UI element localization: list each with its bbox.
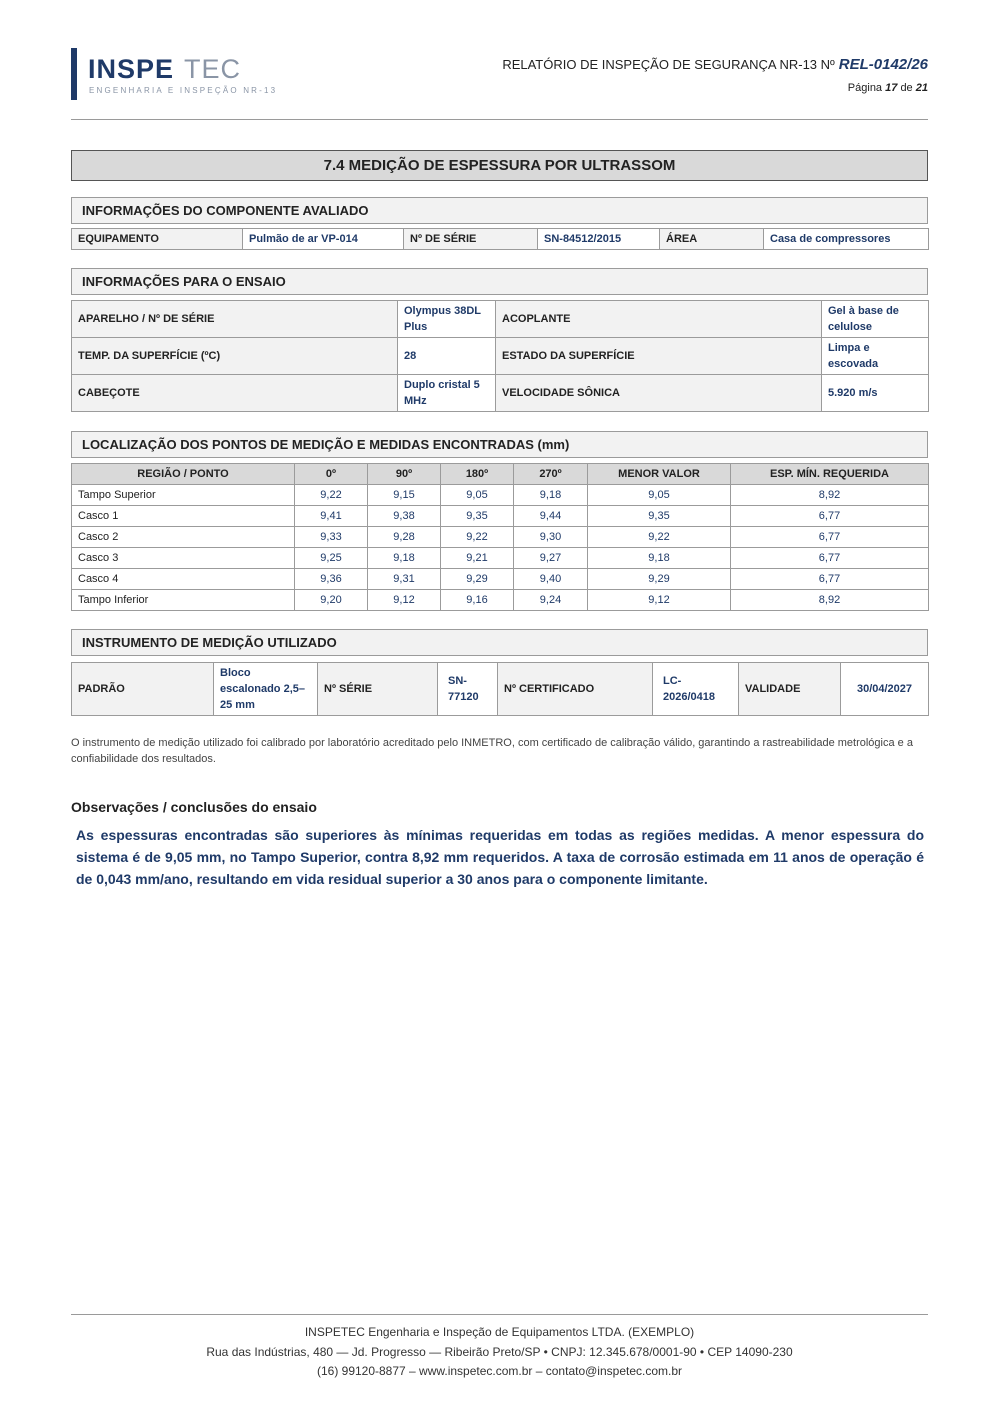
footer-company: INSPETEC Engenharia e Inspeção de Equipamentos LTDA. (EXEMPLO) [304, 1325, 695, 1339]
standard-label: PADRÃO [72, 663, 214, 716]
section-title: 7.4 MEDIÇÃO DE ESPESSURA POR ULTRASSOM [71, 150, 928, 181]
page-indicator: Página 17 de 21 [847, 82, 928, 94]
equipment-value: Pulmão de ar VP-014 [243, 229, 404, 250]
region-cell: Casco 3 [72, 548, 295, 569]
table-row [72, 527, 929, 548]
measurements-table [71, 463, 929, 611]
report-number: REL-0142/26 [838, 56, 928, 73]
instrument-serial-value: SN-77120 [438, 663, 498, 716]
table-header-row [72, 464, 929, 485]
value-cell: 9,22 [588, 527, 731, 548]
serial-label: Nº DE SÉRIE [404, 229, 538, 250]
value-cell: 9,20 [295, 590, 368, 611]
value-cell: 9,27 [514, 548, 588, 569]
instrument-table [71, 662, 929, 716]
observations-text: As espessuras encontradas são superiores às mínimas requeridas em todas as regiões medidas. A menor espessura do sistema é de 9,05 mm, no Tampo Superior, contra 8,92 mm requeridos. A taxa de corrosão estimada em 11 anos de operação é de 0,043 mm/ano, resultando em vida residual superior a 30 anos para o componente limitante. [76, 827, 924, 887]
value-cell: 9,05 [588, 485, 731, 506]
test-value: Duplo cristal 5 MHz [398, 375, 496, 412]
column-header: MENOR VALOR [588, 464, 731, 485]
logo-bar [71, 48, 77, 100]
column-header: 270º [514, 464, 588, 485]
value-cell: 9,31 [368, 569, 441, 590]
test-label: TEMP. DA SUPERFÍCIE (ºC) [72, 338, 398, 375]
test-label: ACOPLANTE [496, 301, 822, 338]
component-table [71, 228, 929, 250]
logo-wordmark: INSPE TEC [88, 54, 242, 84]
value-cell: 9,16 [441, 590, 514, 611]
value-cell: 6,77 [731, 569, 929, 590]
footer-address: Rua das Indústrias, 480 — Jd. Progresso — Ribeirão Preto/SP • CNPJ: 12.345.678/0001-90 • CEP 14090-230 [206, 1344, 793, 1359]
test-label: ESTADO DA SUPERFÍCIE [496, 338, 822, 375]
value-cell: 9,12 [588, 590, 731, 611]
measurements-body [72, 485, 929, 611]
value-cell: 9,28 [368, 527, 441, 548]
column-header: 0º [295, 464, 368, 485]
certificate-label: Nº CERTIFICADO [498, 663, 653, 716]
value-cell: 9,22 [295, 485, 368, 506]
component-heading: INFORMAÇÕES DO COMPONENTE AVALIADO [71, 197, 928, 224]
value-cell: 9,25 [295, 548, 368, 569]
value-cell: 9,35 [441, 506, 514, 527]
instrument-serial-label: Nº SÉRIE [318, 663, 438, 716]
test-value: 5.920 m/s [822, 375, 929, 412]
value-cell: 9,29 [441, 569, 514, 590]
column-header: 90º [368, 464, 441, 485]
test-value: Limpa e escovada [822, 338, 929, 375]
footer-contact: (16) 99120-8877 – www.inspetec.com.br – contato@inspetec.com.br [316, 1364, 683, 1378]
region-cell: Casco 4 [72, 569, 295, 590]
test-row [72, 375, 929, 412]
area-value: Casa de compressores [764, 229, 929, 250]
value-cell: 9,12 [368, 590, 441, 611]
test-row [72, 301, 929, 338]
table-row [72, 506, 929, 527]
certificate-value: LC-2026/0418 [653, 663, 739, 716]
value-cell: 9,22 [441, 527, 514, 548]
validity-value: 30/04/2027 [841, 663, 929, 716]
test-label: APARELHO / Nº DE SÉRIE [72, 301, 398, 338]
calibration-note: O instrumento de medição utilizado foi calibrado por laboratório acreditado pelo INMETRO, com certificado de calibração válido, garantindo a rastreabilidade metrológica e a confiabilidade dos resultados. [71, 737, 913, 765]
value-cell: 9,40 [514, 569, 588, 590]
value-cell: 6,77 [731, 527, 929, 548]
value-cell: 9,18 [368, 548, 441, 569]
value-cell: 9,18 [588, 548, 731, 569]
test-label: CABEÇOTE [72, 375, 398, 412]
column-header: 180º [441, 464, 514, 485]
value-cell: 8,92 [731, 590, 929, 611]
standard-value: Bloco escalonado 2,5–25 mm [214, 663, 318, 716]
value-cell: 6,77 [731, 548, 929, 569]
value-cell: 9,24 [514, 590, 588, 611]
report-header [502, 56, 928, 94]
footer-divider [71, 1314, 928, 1315]
serial-value: SN-84512/2015 [538, 229, 660, 250]
value-cell: 6,77 [731, 506, 929, 527]
report-title: RELATÓRIO DE INSPEÇÃO DE SEGURANÇA NR-13 Nº REL-0142/26 [502, 56, 928, 73]
validity-label: VALIDADE [739, 663, 841, 716]
equipment-label: EQUIPAMENTO [72, 229, 243, 250]
measurements-heading: LOCALIZAÇÃO DOS PONTOS DE MEDIÇÃO E MEDIDAS ENCONTRADAS (mm) [71, 431, 928, 458]
test-value: Gel à base de celulose [822, 301, 929, 338]
value-cell: 9,15 [368, 485, 441, 506]
value-cell: 8,92 [731, 485, 929, 506]
table-row [72, 569, 929, 590]
value-cell: 9,36 [295, 569, 368, 590]
value-cell: 9,38 [368, 506, 441, 527]
instrument-row [72, 663, 929, 716]
column-header: ESP. MÍN. REQUERIDA [731, 464, 929, 485]
region-cell: Tampo Superior [72, 485, 295, 506]
header-divider [71, 119, 928, 120]
test-value: 28 [398, 338, 496, 375]
column-header: REGIÃO / PONTO [72, 464, 295, 485]
logo-tagline: ENGENHARIA E INSPEÇÃO NR-13 [89, 86, 278, 95]
region-cell: Tampo Inferior [72, 590, 295, 611]
table-row [72, 548, 929, 569]
value-cell: 9,33 [295, 527, 368, 548]
test-value: Olympus 38DL Plus [398, 301, 496, 338]
value-cell: 9,21 [441, 548, 514, 569]
value-cell: 9,29 [588, 569, 731, 590]
region-cell: Casco 1 [72, 506, 295, 527]
value-cell: 9,05 [441, 485, 514, 506]
region-cell: Casco 2 [72, 527, 295, 548]
component-row [72, 229, 929, 250]
table-row [72, 485, 929, 506]
value-cell: 9,41 [295, 506, 368, 527]
observations-title: Observações / conclusões do ensaio [71, 799, 317, 815]
test-heading: INFORMAÇÕES PARA O ENSAIO [71, 268, 928, 295]
page-footer [71, 1323, 928, 1382]
table-row [72, 590, 929, 611]
instrument-heading: INSTRUMENTO DE MEDIÇÃO UTILIZADO [71, 629, 928, 656]
value-cell: 9,30 [514, 527, 588, 548]
test-row [72, 338, 929, 375]
value-cell: 9,18 [514, 485, 588, 506]
test-label: VELOCIDADE SÔNICA [496, 375, 822, 412]
value-cell: 9,44 [514, 506, 588, 527]
area-label: ÁREA [660, 229, 764, 250]
value-cell: 9,35 [588, 506, 731, 527]
test-table [71, 300, 929, 412]
